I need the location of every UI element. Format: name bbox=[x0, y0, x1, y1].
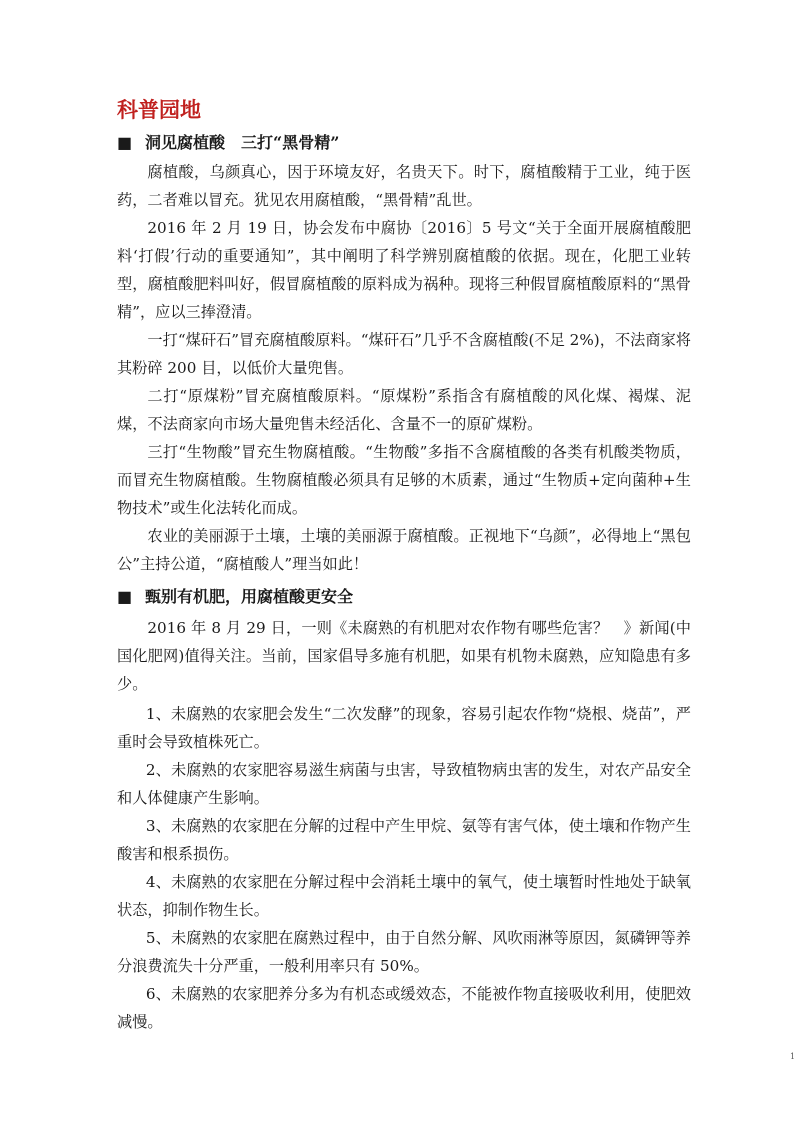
article1-heading-text: 洞见腐植酸 三打“黑骨精” bbox=[145, 133, 340, 152]
article1-paragraph: 2016 年 2 月 19 日，协会发布中腐协〔2016〕5 号文“关于全面开展腐植酸肥料‘打假’行动的重要通知”，其中阐明了科学辨别腐植酸的依据。现在，化肥工业转型，腐植酸肥料叫好，假冒腐植酸的原料成为祸种。现将三种假冒腐植酸原料的“黑骨精”，应以三捧澄清。 bbox=[117, 219, 691, 321]
article1-paragraph: 二打“原煤粉”冒充腐植酸原料。“原煤粉”系指含有腐植酸的风化煤、褐煤、泥煤，不法商家向市场大量兜售未经活化、含量不一的原矿煤粉。 bbox=[117, 387, 691, 433]
article2-list-item: 4、未腐熟的农家肥在分解过程中会消耗土壤中的氧气，使土壤暂时性地处于缺氧状态，抑制作物生长。 bbox=[117, 873, 691, 919]
article1-paragraph: 三打“生物酸”冒充生物腐植酸。“生物酸”多指不含腐植酸的各类有机酸类物质，而冒充生物腐植酸。生物腐植酸必须具有足够的木质素，通过“生物质+定向菌种+生物技术”或生化法转化而成。 bbox=[117, 443, 691, 517]
square-bullet-icon: ■ bbox=[117, 133, 133, 152]
article2-heading-text: 甄别有机肥，用腐植酸更安全 bbox=[145, 587, 354, 606]
section-title: 科普园地 bbox=[117, 98, 201, 122]
article1-paragraph: 农业的美丽源于土壤，土壤的美丽源于腐植酸。正视地下“乌颜”，必得地上“黑包公”主持公道，“腐植酸人”理当如此！ bbox=[117, 527, 691, 573]
article2-heading bbox=[117, 584, 353, 607]
article2-list-item: 2、未腐熟的农家肥容易滋生病菌与虫害，导致植物病虫害的发生，对农产品安全和人体健康产生影响。 bbox=[117, 761, 691, 807]
square-bullet-icon: ■ bbox=[117, 587, 133, 606]
article1-heading bbox=[117, 130, 339, 153]
article2-list-item: 3、未腐熟的农家肥在分解的过程中产生甲烷、氨等有害气体，使土壤和作物产生酸害和根系损伤。 bbox=[117, 817, 691, 863]
article1-paragraph: 一打“煤矸石”冒充腐植酸原料。“煤矸石”几乎不含腐植酸(不足 2%)，不法商家将其粉碎 200 目，以低价大量兜售。 bbox=[117, 331, 691, 377]
page-number: 1 bbox=[790, 1052, 796, 1061]
article1-paragraph: 腐植酸，乌颜真心，因于环境友好，名贵天下。时下，腐植酸精于工业，纯于医药，二者难以冒充。犹见农用腐植酸，“黑骨精”乱世。 bbox=[117, 163, 691, 209]
article2-list-item: 5、未腐熟的农家肥在腐熟过程中，由于自然分解、风吹雨淋等原因，氮磷钾等养分浪费流失十分严重，一般利用率只有 50%。 bbox=[117, 929, 691, 975]
article2-list-item: 6、未腐熟的农家肥养分多为有机态或缓效态，不能被作物直接吸收利用，使肥效减慢。 bbox=[117, 985, 691, 1031]
article2-list-item: 1、未腐熟的农家肥会发生“二次发酵”的现象，容易引起农作物“烧根、烧苗”，严重时会导致植株死亡。 bbox=[117, 705, 691, 751]
article2-intro: 2016 年 8 月 29 日，一则《未腐熟的有机肥对农作物有哪些危害？ 》新闻(中国化肥网)值得关注。当前，国家倡导多施有机肥，如果有机物未腐熟，应知隐患有多少。 bbox=[117, 619, 691, 693]
